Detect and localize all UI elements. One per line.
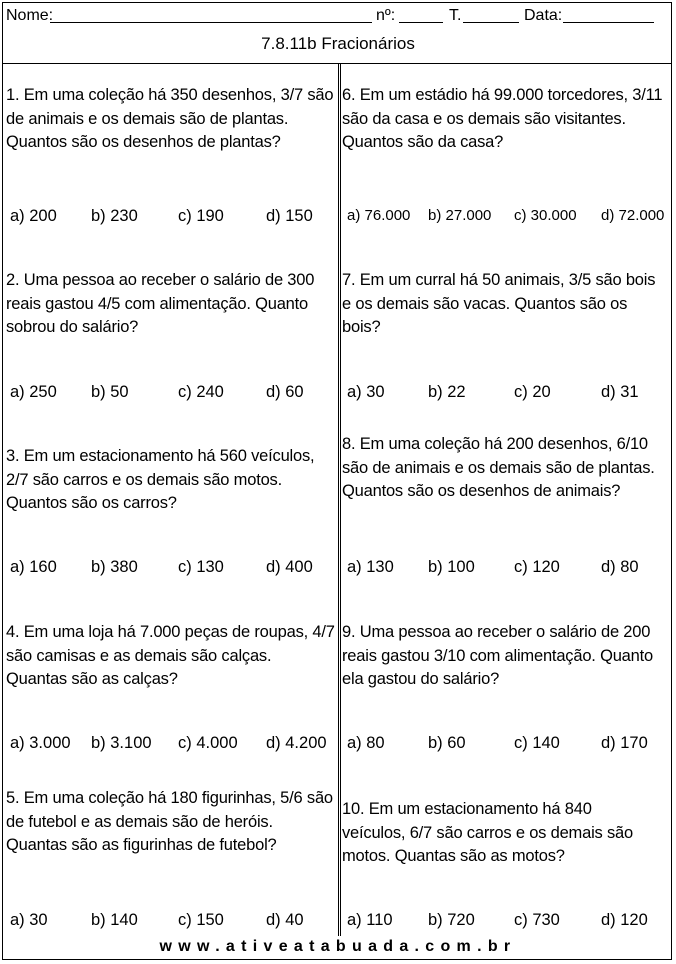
option-d[interactable]: d) 72.000 (601, 207, 665, 224)
option-a[interactable]: a) 80 (347, 734, 385, 752)
option-c[interactable]: c) 30.000 (514, 207, 577, 224)
option-b[interactable]: b) 60 (428, 734, 466, 752)
option-a[interactable]: a) 3.000 (10, 734, 71, 752)
question-2: 2. Uma pessoa ao receber o salário de 300 reais gastou 4/5 com alimentação. Quanto sobrou do salário? (6, 271, 315, 336)
footer-website[interactable]: www.ativeatabuada.com.br (159, 938, 517, 955)
question-1: 1. Em uma coleção há 350 desenhos, 3/7 são de animais e os demais são de plantas. Quantos são os desenhos de plantas? (6, 86, 334, 151)
option-b[interactable]: b) 230 (91, 207, 138, 225)
option-c[interactable]: c) 20 (514, 383, 551, 401)
option-c[interactable]: c) 4.000 (178, 734, 238, 752)
option-c[interactable]: c) 240 (178, 383, 224, 401)
class-field[interactable] (463, 22, 519, 23)
option-a[interactable]: a) 200 (10, 207, 57, 225)
option-b[interactable]: b) 140 (91, 911, 138, 929)
column-divider (338, 64, 339, 936)
worksheet-title: 7.8.11b Fracionários (261, 34, 415, 53)
name-label: Nome: (6, 7, 54, 24)
option-a[interactable]: a) 30 (10, 911, 48, 929)
option-d[interactable]: d) 80 (601, 558, 639, 576)
option-d[interactable]: d) 400 (266, 558, 313, 576)
option-d[interactable]: d) 4.200 (266, 734, 327, 752)
option-c[interactable]: c) 130 (178, 558, 224, 576)
column-divider-right (340, 64, 341, 936)
option-a[interactable]: a) 76.000 (347, 207, 411, 224)
option-b[interactable]: b) 3.100 (91, 734, 152, 752)
number-field[interactable] (399, 22, 443, 23)
title-divider (3, 63, 671, 64)
option-c[interactable]: c) 190 (178, 207, 224, 225)
date-label: Data: (524, 7, 563, 24)
option-c[interactable]: c) 120 (514, 558, 560, 576)
date-field[interactable] (563, 22, 654, 23)
number-label: nº: (376, 7, 396, 24)
option-d[interactable]: d) 170 (601, 734, 648, 752)
question-7: 7. Em um curral há 50 animais, 3/5 são bois e os demais são vacas. Quantos são os bois? (342, 271, 656, 336)
option-a[interactable]: a) 30 (347, 383, 385, 401)
name-field[interactable] (50, 22, 372, 23)
option-a[interactable]: a) 110 (347, 911, 393, 929)
question-9: 9. Uma pessoa ao receber o salário de 200 reais gastou 3/10 com alimentação. Quanto ela gastou do salário? (342, 623, 653, 688)
question-5: 5. Em uma coleção há 180 figurinhas, 5/6 são de futebol e as demais são de heróis. Quantas são as figurinhas de futebol? (6, 789, 333, 854)
option-c[interactable]: c) 140 (514, 734, 560, 752)
question-3: 3. Em um estacionamento há 560 veículos, 2/7 são carros e os demais são motos. Quantos são os carros? (6, 447, 315, 512)
option-c[interactable]: c) 730 (514, 911, 560, 929)
option-b[interactable]: b) 27.000 (428, 207, 492, 224)
option-a[interactable]: a) 250 (10, 383, 57, 401)
option-a[interactable]: a) 130 (347, 558, 394, 576)
option-b[interactable]: b) 720 (428, 911, 475, 929)
option-d[interactable]: d) 60 (266, 383, 304, 401)
option-b[interactable]: b) 22 (428, 383, 466, 401)
option-a[interactable]: a) 160 (10, 558, 57, 576)
option-b[interactable]: b) 100 (428, 558, 475, 576)
option-d[interactable]: d) 40 (266, 911, 304, 929)
option-d[interactable]: d) 150 (266, 207, 313, 225)
question-10: 10. Em um estacionamento há 840 veículos, 6/7 são carros e os demais são motos. Quantas são as motos? (342, 800, 633, 865)
option-b[interactable]: b) 380 (91, 558, 138, 576)
question-6: 6. Em um estádio há 99.000 torcedores, 3/11 são da casa e os demais são visitantes. Quantos são da casa? (342, 86, 663, 151)
option-c[interactable]: c) 150 (178, 911, 224, 929)
header (2, 2, 672, 26)
class-label: T. (449, 7, 462, 24)
option-d[interactable]: d) 120 (601, 911, 648, 929)
question-8: 8. Em uma coleção há 200 desenhos, 6/10 são de animais e os demais são de plantas. Quantos são os desenhos de animais? (342, 435, 655, 500)
question-4: 4. Em uma loja há 7.000 peças de roupas, 4/7 são camisas e as demais são calças. Quantas são as calças? (6, 623, 335, 688)
option-d[interactable]: d) 31 (601, 383, 639, 401)
option-b[interactable]: b) 50 (91, 383, 129, 401)
